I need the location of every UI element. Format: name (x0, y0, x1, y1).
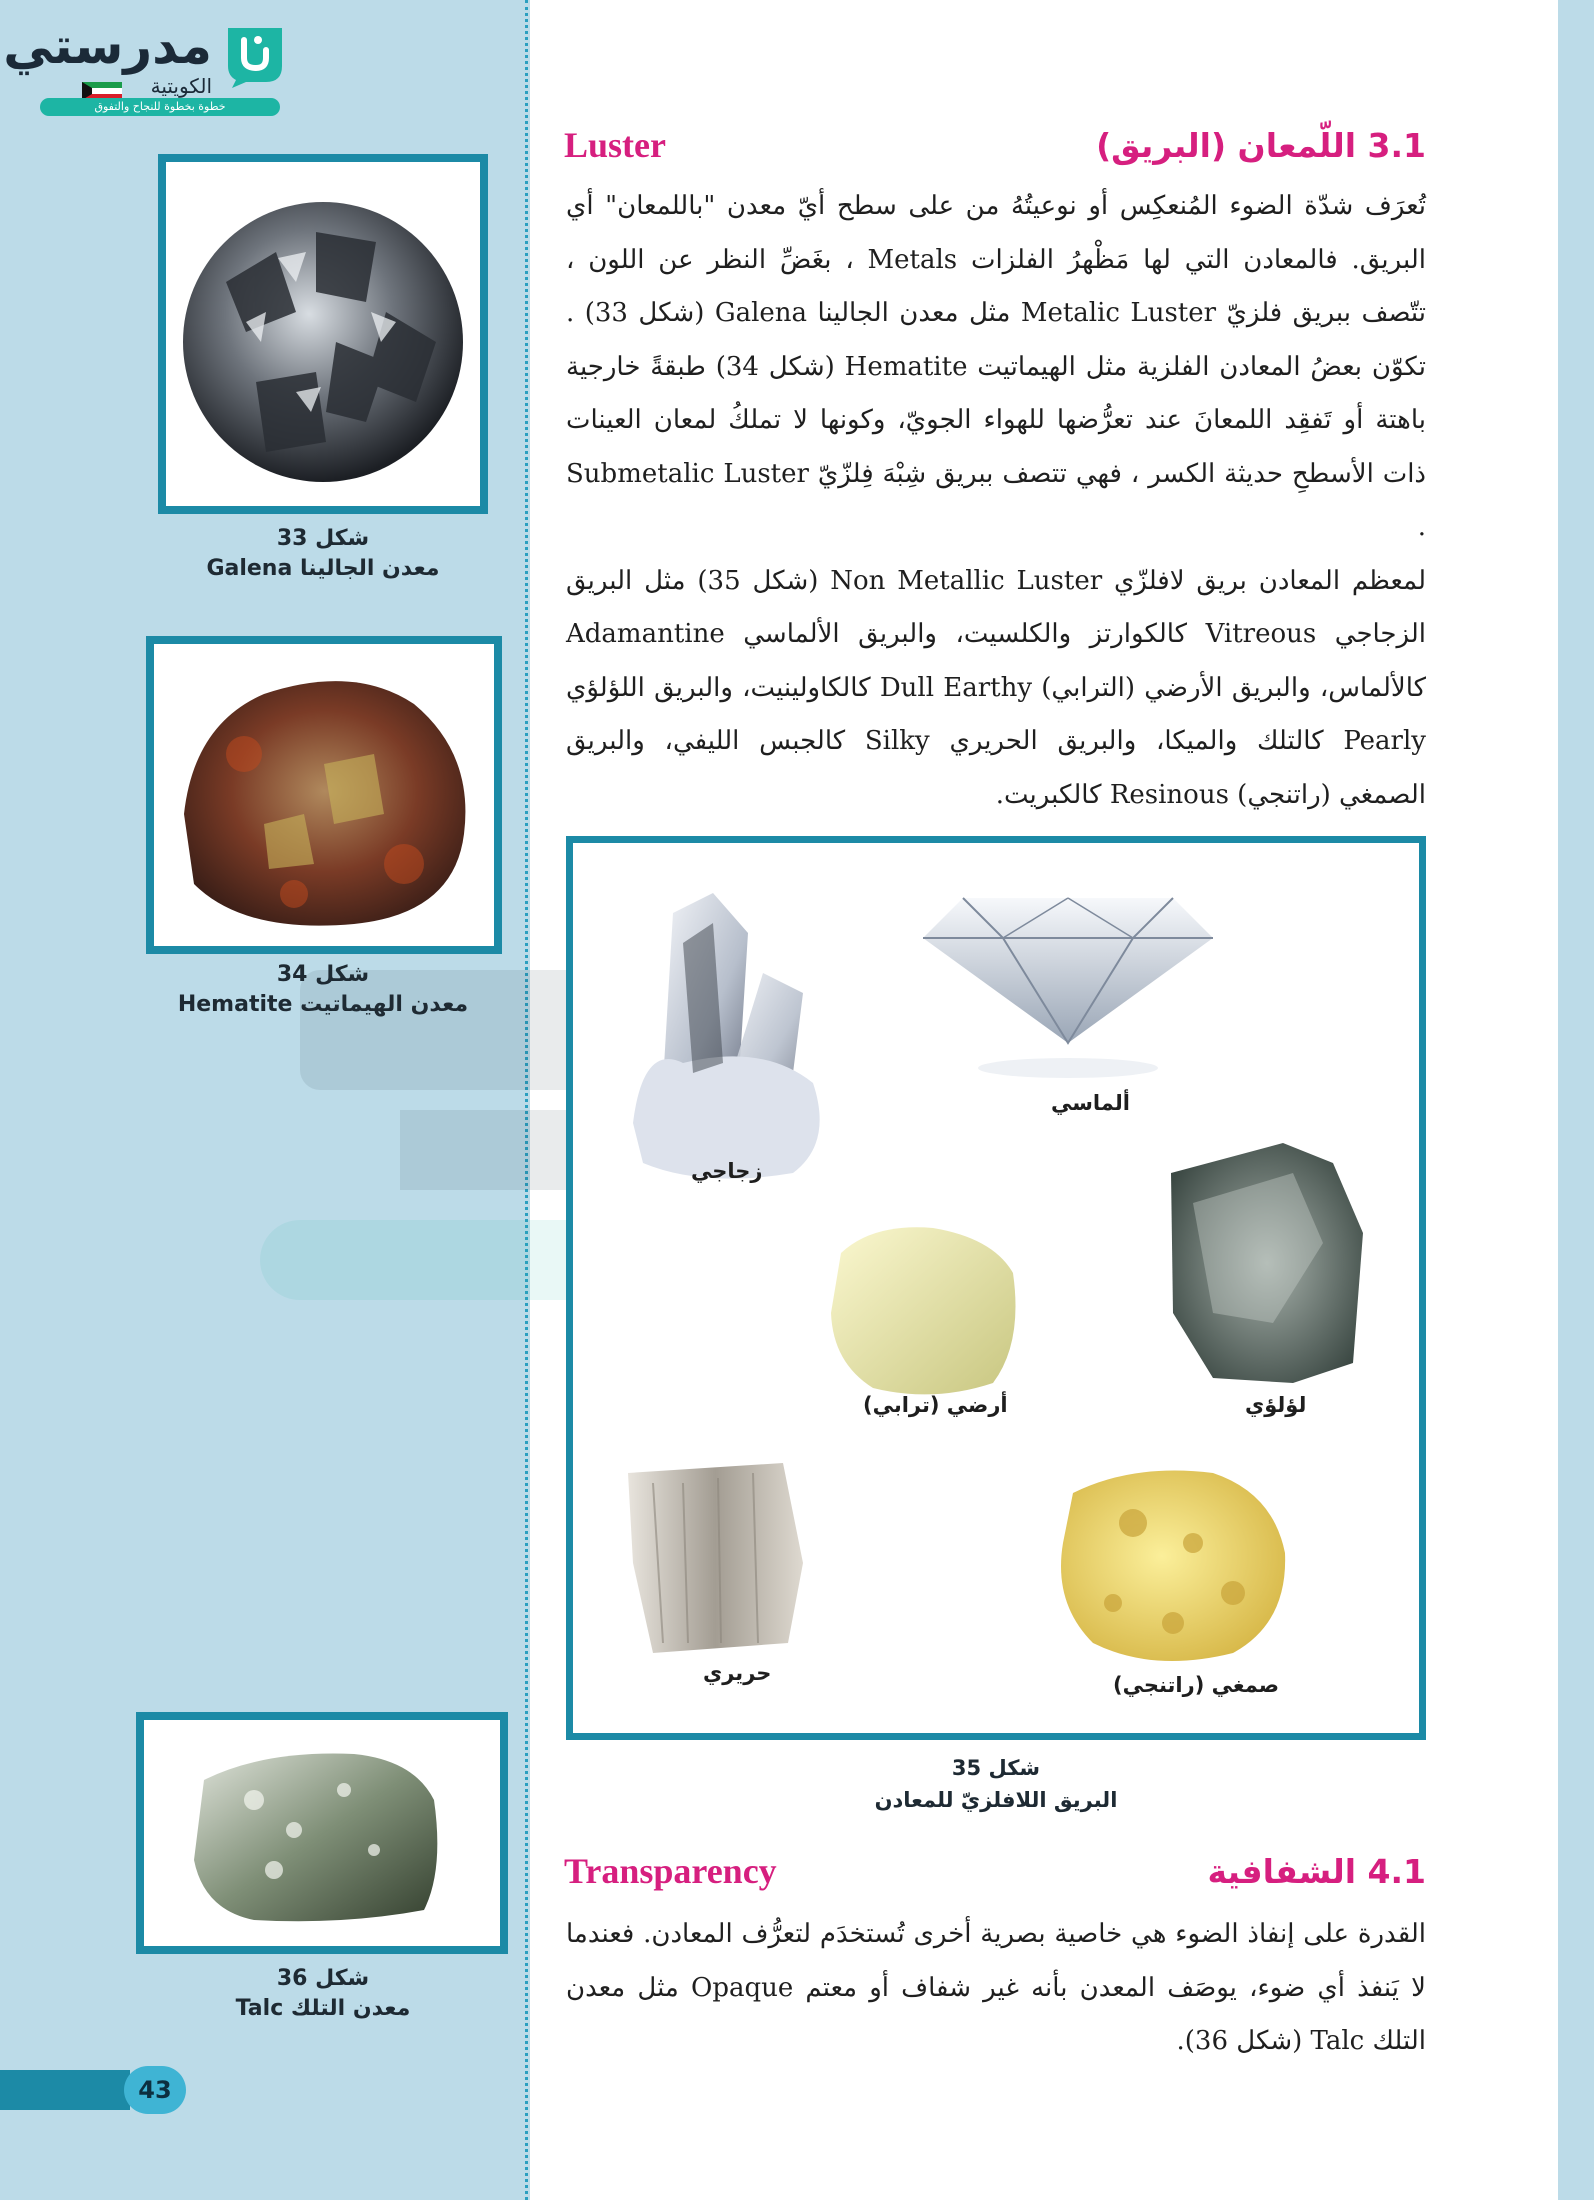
label-resinous: صمغي (راتنجي) (1113, 1673, 1280, 1697)
logo-mark-icon (222, 22, 288, 88)
logo-wordmark: مدرستي (3, 17, 212, 75)
kaolinite-earthy-image (831, 1227, 1016, 1394)
label-pearly: لؤلؤي (1245, 1393, 1307, 1417)
fig36-caption (173, 1964, 473, 2024)
fig33-caption (173, 524, 473, 584)
fig34-title: معدن الهيماتيت Hematite (177, 992, 469, 1017)
label-vitreous: زجاجي (691, 1159, 763, 1183)
section-2-english-title: Transparency (564, 1851, 777, 1891)
right-margin-strip (1558, 0, 1594, 2200)
luster-minerals-illustration (573, 843, 1419, 1733)
fig35-caption (846, 1752, 1146, 1816)
logo-tagline: خطوة بخطوة للنجاح والتفوق (40, 98, 280, 116)
fig35-number: شكل 35 (951, 1756, 1041, 1780)
section-1-english-title: Luster (564, 125, 666, 165)
galena-mineral-image (166, 162, 480, 506)
quartz-crystal-image (633, 893, 820, 1179)
page-number-bar (0, 2070, 130, 2110)
fig35-title: البريق اللافلزيّ للمعادن (874, 1788, 1118, 1812)
fig36-number: شكل 36 (276, 1966, 370, 1991)
logo-subtitle: الكويتية (150, 74, 212, 98)
site-logo[interactable] (3, 17, 288, 118)
section-1-title: 3.1 اللّمعان (البريق) (1096, 126, 1426, 165)
fig34-number: شكل 34 (276, 962, 370, 987)
section-1-paragraph-1: تُعرَف شدّة الضوء المُنعكِس أو نوعيتُهُ من على سطح أيّ معدن "باللمعان" أي البريق. فالمعادن التي لها مَظْهرُ الفلزات Metals ، بغَضِّ النظر عن اللون ، تتّصف ببريق فلزيّ Metalic Luster مثل معدن الجالينا Galena (شكل 33) . تكوّن بعضُ المعادن الفلزية مثل الهيماتيت Hematite (شكل 34) طبقةً خارجية باهتة أو تَفقِد اللمعانَ عند تعرُّضها للهواء الجويّ، وكونها لا تملكُ لمعان العينات ذات الأسطحِ حديثة الكسر ، فهي تتصف ببريق شِبْهَ فِلزّيّ Submetalic Luster . (566, 191, 1427, 542)
diamond-image (923, 898, 1213, 1078)
fig35-luster-panel (566, 836, 1426, 1740)
dotted-divider (525, 0, 528, 2200)
fig34-caption (173, 960, 473, 1020)
hematite-mineral-image (154, 644, 494, 946)
gypsum-silky-image (628, 1463, 803, 1653)
sulfur-resinous-image (1061, 1471, 1285, 1662)
section-1-paragraph-2: لمعظم المعادن بريق لافلزّي Non Metallic Luster (شكل 35) مثل البريق الزجاجي Vitreous كالكوارتز والكلسيت، والبريق الألماسي Adamantine كالألماس، والبريق الأرضي (الترابي) Dull Earthy كالكاولينيت، والبريق اللؤلؤي Pearly كالتلك والميكا، والبريق الحريري Silky كالجبس الليفي، والبريق الصمغي (راتنجي) Resinous كالكبريت. (566, 565, 1426, 810)
page-number: 43 (124, 2066, 186, 2114)
fig36-title: معدن التلك Talc (235, 1996, 411, 2021)
fig33-title: معدن الجالينا Galena (206, 556, 440, 581)
mica-pearly-image (1171, 1143, 1363, 1383)
label-earthy: أرضي (ترابي) (863, 1393, 1008, 1417)
galena-image-frame (158, 154, 488, 514)
fig33-number: شكل 33 (276, 526, 370, 551)
section-1-body (566, 180, 1426, 822)
hematite-image-frame (146, 636, 502, 954)
talc-image-frame (136, 1712, 508, 1954)
section-2-title: 4.1 الشفافية (1207, 1852, 1426, 1891)
label-silky: حريري (703, 1661, 772, 1685)
section-2-body (566, 1908, 1426, 2069)
section-2-paragraph: القدرة على إنفاذ الضوء هي خاصية بصرية أخرى تُستخدَم لتعرُّف المعادن. فعندما لا يَنفذ أي ضوء، يوصَف المعدن بأنه غير شفاف أو معتم Opaque مثل معدن التلك Talc (شكل 36). (566, 1919, 1426, 2056)
talc-mineral-image (144, 1720, 500, 1946)
label-adamantine: ألماسي (1051, 1091, 1130, 1115)
